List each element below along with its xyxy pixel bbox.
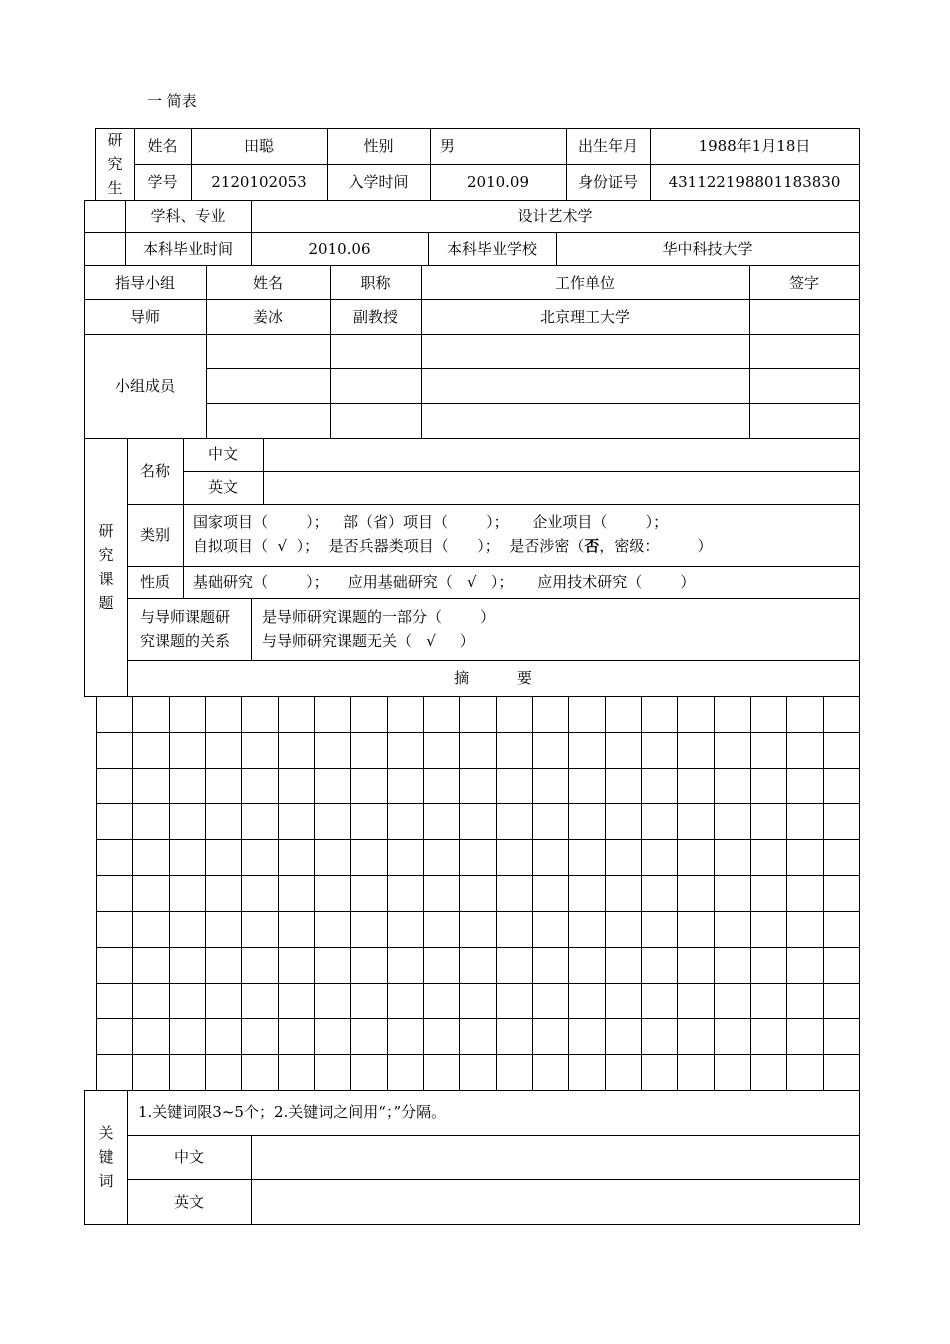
keywords-note: 1.关键词限3~5个；2.关键词之间用“；”分隔。 bbox=[138, 1103, 447, 1121]
tutor-label: 导师 bbox=[129, 308, 160, 326]
grid-row-line bbox=[96, 803, 859, 804]
grid-column-line bbox=[496, 696, 497, 1090]
relation-label-1: 与导师课题研 bbox=[140, 608, 231, 626]
section-title: 一 简表 bbox=[147, 92, 197, 110]
topic-name-cn-label: 中文 bbox=[207, 445, 238, 463]
undergrad-time-value[interactable]: 2010.06 bbox=[308, 240, 371, 258]
tutor-unit[interactable]: 北京理工大学 bbox=[539, 308, 630, 326]
student-id-value[interactable]: 2120102053 bbox=[211, 173, 307, 191]
grid-column-line bbox=[750, 696, 751, 1090]
grid-row-line bbox=[96, 875, 859, 876]
keywords-en-field[interactable] bbox=[252, 1180, 858, 1223]
keywords-cn-label: 中文 bbox=[173, 1148, 204, 1166]
grid-row-line bbox=[96, 839, 859, 840]
guidance-header-signature: 签字 bbox=[788, 274, 819, 292]
relation-line-2: 与导师研究课题无关（ √ ） bbox=[262, 632, 475, 650]
grid-row-line bbox=[96, 768, 859, 769]
grid-row-line bbox=[96, 947, 859, 948]
grid-column-line bbox=[605, 696, 606, 1090]
grid-row-line bbox=[96, 1018, 859, 1019]
classified-answer: 否 bbox=[584, 537, 600, 555]
topic-name-en-label: 英文 bbox=[207, 478, 238, 496]
tutor-name[interactable]: 姜冰 bbox=[252, 308, 283, 326]
guidance-header-name: 姓名 bbox=[252, 274, 283, 292]
category-line-2 bbox=[193, 537, 713, 555]
enroll-label: 入学时间 bbox=[348, 173, 409, 191]
topic-group-label: 研究课题 bbox=[98, 522, 114, 612]
tutor-signature-field[interactable] bbox=[750, 300, 858, 333]
nature-label: 性质 bbox=[139, 573, 170, 591]
keywords-group-label: 关键词 bbox=[98, 1124, 114, 1190]
grid-row-line bbox=[96, 911, 859, 912]
grid-column-line bbox=[714, 696, 715, 1090]
grid-column-line bbox=[677, 696, 678, 1090]
abstract-label: 摘 要 bbox=[454, 669, 532, 687]
grid-column-line bbox=[314, 696, 315, 1090]
birth-value[interactable]: 1988年1月18日 bbox=[698, 137, 811, 155]
grid-row-line bbox=[96, 732, 859, 733]
grid-column-line bbox=[641, 696, 642, 1090]
undergrad-school-label: 本科毕业学校 bbox=[446, 240, 537, 258]
relation-line-1: 是导师研究课题的一部分（ ） bbox=[262, 608, 496, 626]
gender-label: 性别 bbox=[363, 137, 394, 155]
grid-column-line bbox=[459, 696, 460, 1090]
category-label: 类别 bbox=[139, 526, 170, 544]
grid-column-line bbox=[205, 696, 206, 1090]
idcard-label: 身份证号 bbox=[577, 173, 638, 191]
grid-row-line bbox=[96, 1054, 859, 1055]
gender-value[interactable]: 男 bbox=[440, 137, 456, 155]
major-value[interactable]: 设计艺术学 bbox=[517, 207, 593, 225]
student-group-label: 研究生 bbox=[107, 131, 123, 197]
grid-column-line bbox=[169, 696, 170, 1090]
members-label: 小组成员 bbox=[114, 377, 175, 395]
grid-column-line bbox=[350, 696, 351, 1090]
topic-name-en-field[interactable] bbox=[264, 472, 858, 503]
grid-column-line bbox=[823, 696, 824, 1090]
category-line-2-tail: ，密级： ） bbox=[599, 537, 713, 555]
grid-column-line bbox=[423, 696, 424, 1090]
grid-column-line bbox=[786, 696, 787, 1090]
topic-name-cn-field[interactable] bbox=[264, 439, 858, 470]
guidance-header-group: 指导小组 bbox=[114, 274, 175, 292]
grid-column-line bbox=[568, 696, 569, 1090]
grid-column-line bbox=[532, 696, 533, 1090]
enroll-value[interactable]: 2010.09 bbox=[466, 173, 530, 191]
tutor-title[interactable]: 副教授 bbox=[352, 308, 398, 326]
grid-column-line bbox=[387, 696, 388, 1090]
name-value[interactable]: 田聪 bbox=[243, 137, 274, 155]
grid-column-line bbox=[241, 696, 242, 1090]
nature-line: 基础研究（ ）； 应用基础研究（ √ ）； 应用技术研究（ ） bbox=[193, 573, 696, 591]
grid-row-line bbox=[96, 983, 859, 984]
undergrad-school-value[interactable]: 华中科技大学 bbox=[662, 240, 753, 258]
category-line-1: 国家项目（ ）； 部（省）项目（ ）； 企业项目（ ）； bbox=[193, 513, 669, 531]
topic-name-label: 名称 bbox=[139, 462, 170, 480]
keywords-cn-field[interactable] bbox=[252, 1136, 858, 1178]
relation-label-2: 究课题的关系 bbox=[140, 632, 231, 650]
guidance-header-title: 职称 bbox=[360, 274, 391, 292]
grid-column-line bbox=[96, 696, 97, 1090]
major-label: 学科、专业 bbox=[150, 207, 226, 225]
idcard-value[interactable]: 431122198801183830 bbox=[668, 173, 841, 191]
guidance-header-unit: 工作单位 bbox=[554, 274, 615, 292]
grid-column-line bbox=[132, 696, 133, 1090]
birth-label: 出生年月 bbox=[577, 137, 638, 155]
name-label: 姓名 bbox=[147, 137, 178, 155]
category-line-2-text: 自拟项目（ √ ）； 是否兵器类项目（ ）； 是否涉密（ bbox=[193, 537, 585, 555]
undergrad-time-label: 本科毕业时间 bbox=[142, 240, 233, 258]
grid-column-line bbox=[859, 696, 860, 1090]
student-id-label: 学号 bbox=[147, 173, 178, 191]
keywords-en-label: 英文 bbox=[173, 1193, 204, 1211]
grid-column-line bbox=[278, 696, 279, 1090]
